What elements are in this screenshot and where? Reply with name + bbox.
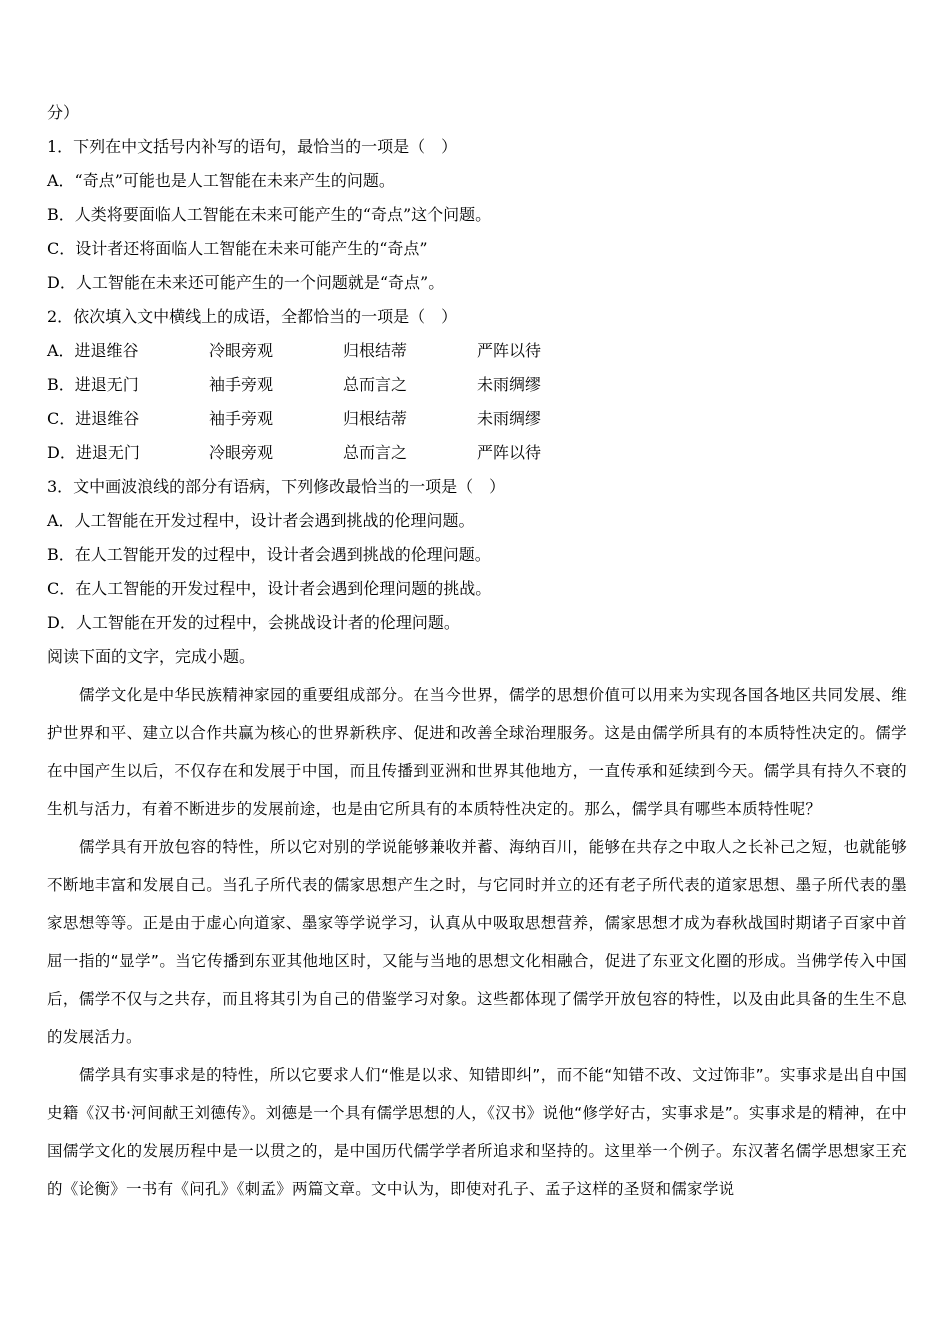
- question-2-option-d: [47, 436, 907, 470]
- option-d-idiom-3: 总而言之: [343, 443, 408, 462]
- option-b-idiom-1: B．进退无门: [47, 375, 139, 394]
- option-c-idiom-2: 袖手旁观: [209, 409, 274, 428]
- question-3-stem: 3．文中画波浪线的部分有语病，下列修改最恰当的一项是（ ）: [47, 477, 506, 496]
- option-d-idiom-1: D．进退无门: [47, 443, 140, 462]
- option-a-idiom-1: A．进退维谷: [47, 341, 139, 360]
- option-a-idiom-4: 严阵以待: [477, 341, 542, 360]
- reading-passage: [47, 676, 907, 1208]
- reading-instruction: 阅读下面的文字，完成小题。: [47, 647, 256, 666]
- question-1-option-d: D．人工智能在未来还可能产生的一个问题就是“奇点”。: [47, 273, 445, 292]
- option-c-idiom-4: 未雨绸缪: [477, 409, 542, 428]
- option-c-idiom-3: 归根结蒂: [343, 409, 408, 428]
- question-3-option-c: C．在人工智能的开发过程中，设计者会遇到伦理问题的挑战。: [47, 579, 492, 598]
- option-d-idiom-2: 冷眼旁观: [209, 443, 274, 462]
- question-1-option-c: C．设计者还将面临人工智能在未来可能产生的“奇点”: [47, 239, 428, 258]
- document-page: [47, 96, 907, 1208]
- question-3-option-a: A．人工智能在开发过程中，设计者会遇到挑战的伦理问题。: [47, 511, 475, 530]
- option-c-idiom-1: C．进退维谷: [47, 409, 140, 428]
- passage-paragraph-1: 儒学文化是中华民族精神家园的重要组成部分。在当今世界，儒学的思想价值可以用来为实现各国各地区共同发展、维护世界和平、建立以合作共赢为核心的世界新秩序、促进和改善全球治理服务。这是由儒学所具有的本质特性决定的。儒学在中国产生以后，不仅存在和发展于中国，而且传播到亚洲和世界其他地方，一直传承和延续到今天。儒学具有持久不衰的生机与活力，有着不断进步的发展前途，也是由它所具有的本质特性决定的。那么，儒学具有哪些本质特性呢？: [47, 686, 907, 818]
- question-1-option-b: B．人类将要面临人工智能在未来可能产生的“奇点”这个问题。: [47, 205, 492, 224]
- question-1: [47, 130, 907, 300]
- option-b-idiom-2: 袖手旁观: [209, 375, 274, 394]
- question-3-option-d: D．人工智能在开发的过程中，会挑战设计者的伦理问题。: [47, 613, 460, 632]
- question-2-stem: 2．依次填入文中横线上的成语，全都恰当的一项是（ ）: [47, 307, 458, 326]
- question-3-option-b: B．在人工智能开发的过程中，设计者会遇到挑战的伦理问题。: [47, 545, 491, 564]
- option-d-idiom-4: 严阵以待: [477, 443, 542, 462]
- question-2-option-c: [47, 402, 907, 436]
- question-3: [47, 470, 907, 640]
- question-1-option-a: A．“奇点”可能也是人工智能在未来产生的问题。: [47, 171, 395, 190]
- option-b-idiom-3: 总而言之: [343, 375, 408, 394]
- option-b-idiom-4: 未雨绸缪: [477, 375, 542, 394]
- passage-paragraph-2: 儒学具有开放包容的特性，所以它对别的学说能够兼收并蓄、海纳百川，能够在共存之中取人之长补己之短，也就能够不断地丰富和发展自己。当孔子所代表的儒家思想产生之时，与它同时并立的还有老子所代表的道家思想、墨子所代表的墨家思想等等。正是由于虚心向道家、墨家等学说学习，认真从中吸取思想营养，儒家思想才成为春秋战国时期诸子百家中首屈一指的“显学”。当它传播到东亚其他地区时，又能与当地的思想文化相融合，促进了东亚文化圈的形成。当佛学传入中国后，儒学不仅与之共存，而且将其引为自己的借鉴学习对象。这些都体现了儒学开放包容的特性，以及由此具备的生生不息的发展活力。: [47, 838, 907, 1046]
- question-2-option-a: [47, 334, 907, 368]
- question-2: [47, 300, 907, 470]
- lead-fragment: 分）: [47, 103, 80, 122]
- option-a-idiom-2: 冷眼旁观: [209, 341, 274, 360]
- question-1-stem: 1．下列在中文括号内补写的语句，最恰当的一项是（ ）: [47, 137, 458, 156]
- option-a-idiom-3: 归根结蒂: [343, 341, 408, 360]
- question-2-option-b: [47, 368, 907, 402]
- passage-paragraph-3: 儒学具有实事求是的特性，所以它要求人们“惟是以求、知错即纠”，而不能“知错不改、文过饰非”。实事求是出自中国史籍《汉书·河间献王刘德传》。刘德是一个具有儒学思想的人，《汉书》说他“修学好古，实事求是”。实事求是的精神，在中国儒学文化的发展历程中是一以贯之的，是中国历代儒学学者所追求和坚持的。这里举一个例子。东汉著名儒学思想家王充的《论衡》一书有《问孔》《刺孟》两篇文章。文中认为，即使对孔子、孟子这样的圣贤和儒家学说: [47, 1066, 907, 1198]
